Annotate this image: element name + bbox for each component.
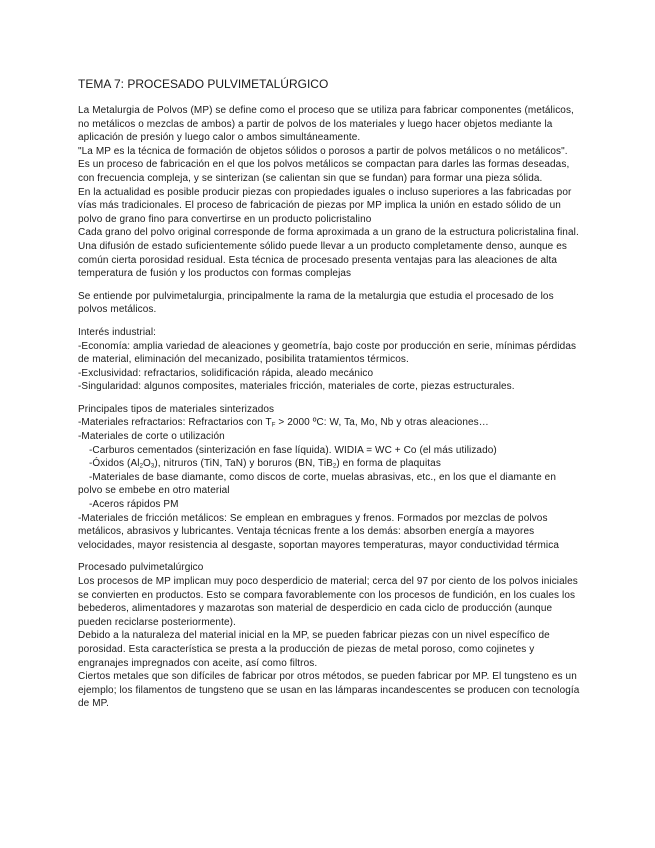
interes-heading: Interés industrial: — [78, 326, 157, 338]
document-title: TEMA 7: PROCESADO PULVIMETALÚRGICO — [78, 77, 329, 91]
diamante-text: -Materiales de base diamante, como discos de corte, muelas abrasivas, etc., en los que el diamante en polvo se embebe en otro material — [78, 471, 557, 497]
procesado-heading: Procesado pulvimetalúrgico — [78, 562, 204, 574]
oxidos-text-c: ), nitruros (TiN, TaN) y boruros (BN, TiB — [154, 458, 333, 470]
intro-paragraph-5: Cada grano del polvo original corresponde de forma aproximada a un grano de la estructura policristalina final. Una difusión de estado suficientemente sólido puede llevar a un producto completamente denso, aunque es común cierta porosidad residual. Esta técnica de procesado presenta ventajas para las aleaciones de alta temperatura de fusión y los productos con formas complejas — [78, 227, 579, 280]
oxidos-text-b: O — [143, 458, 151, 470]
procesado-paragraph-2: Debido a la naturaleza del material inicial en la MP, se pueden fabricar piezas con un nivel específico de porosidad. Esta característica se presta a la producción de piezas de metal poroso, como cojinetes y engranajes impregnados con aceite, así como filtros. — [78, 630, 550, 669]
procesado-paragraph-3: Ciertos metales que son difíciles de fabricar por otros métodos, se pueden fabricar por MP. El tungsteno es un ejemplo; los filamentos de tungsteno que se usan en las lámparas incandescentes se producen con tecnología de MP. — [78, 671, 580, 710]
tipos-subitem-aceros: -Aceros rápidos PM — [89, 499, 179, 511]
intro-paragraph-3: Es un proceso de fabricación en el que los polvos metálicos se compactan para darles las formas deseadas, con frecuencia compleja, y se sinterizan (se calientan sin que se fundan) para formar una pieza sólida. — [78, 159, 570, 184]
tipos-subitem-carburos: -Carburos cementados (sinterización en fase líquida). WIDIA = WC + Co (el más utilizado) — [89, 444, 497, 456]
procesado-section — [78, 561, 583, 711]
interes-section — [78, 326, 583, 394]
intro-paragraph-1: La Metalurgia de Polvos (MP) se define como el proceso que se utiliza para fabricar componentes (metálicos, no metálicos o mezclas de ambos) a partir de polvos de los materiales y luego hacer objetos mediante la aplicación de presión y luego calor o ambos simultáneamente. — [78, 105, 574, 144]
refractarios-text-b: > 2000 ºC: W, Ta, Mo, Nb y otras aleaciones… — [275, 417, 489, 429]
tipos-section — [78, 403, 583, 553]
tipos-subitem-oxidos — [78, 457, 583, 471]
interes-item-singularidad: -Singularidad: algunos composites, materiales fricción, materiales de corte, piezas estructurales. — [78, 381, 515, 393]
intro-paragraph-4: En la actualidad es posible producir piezas con propiedades iguales o incluso superiores a las fabricadas por vías más tradicionales. El proceso de fabricación de piezas por MP implica la unión en estado sólido de un polvo de grano fino para convertirse en un producto policristalino — [78, 186, 572, 225]
procesado-paragraph-1: Los procesos de MP implican muy poco desperdicio de material; cerca del 97 por ciento de los polvos iniciales se convierten en productos. Esto se compara favorablemente con los procesos de fundición, en los cuales los bebederos, alimentadores y mazarotas son material de desperdicio en cada ciclo de producción (aunque pueden reciclarse posteriormente). — [78, 576, 578, 628]
definition-paragraph: Se entiende por pulvimetalurgia, principalmente la rama de la metalurgia que estudia el procesado de los polvos metálicos. — [78, 290, 554, 316]
refractarios-text-a: -Materiales refractarios: Refractarios con T — [78, 417, 272, 429]
interes-item-exclusividad: -Exclusividad: refractarios, solidificación rápida, aleado mecánico — [78, 367, 374, 379]
tipos-item-corte: -Materiales de corte o utilización — [78, 431, 225, 443]
oxidos-subscript-2: 3 — [150, 463, 155, 470]
intro-paragraph-2: "La MP es la técnica de formación de objetos sólidos o porosos a partir de polvos metálicos o no metálicos". — [78, 145, 568, 157]
tipos-item-friccion: -Materiales de fricción metálicos: Se emplean en embragues y frenos. Formados por mezclas de polvos metálicos, abrasivos y lubricantes. Ventaja técnicas frente a los demás: absorben energía a mayores velocidades, mayor resistencia al desgaste, soportan mayores temperaturas, mayor conductividad térmica — [78, 512, 559, 551]
document-page — [78, 77, 583, 720]
tipos-heading: Principales tipos de materiales sinterizados — [78, 403, 275, 415]
refractarios-subscript: F — [271, 422, 276, 429]
oxidos-text-d: ) en forma de plaquitas — [336, 458, 441, 470]
definition-section — [78, 290, 583, 317]
oxidos-subscript-3: 2 — [332, 463, 337, 470]
tipos-subitem-diamante — [78, 471, 583, 498]
oxidos-text-a: -Óxidos (Al — [89, 458, 140, 470]
oxidos-subscript-1: 2 — [139, 463, 143, 470]
intro-section — [78, 104, 583, 281]
tipos-item-refractarios — [78, 416, 583, 430]
interes-item-economia: -Economía: amplia variedad de aleaciones y geometría, bajo coste por producción en serie, mínimas pérdidas de material, eliminación del mecanizado, posibilita tratamientos térmicos. — [78, 340, 577, 366]
